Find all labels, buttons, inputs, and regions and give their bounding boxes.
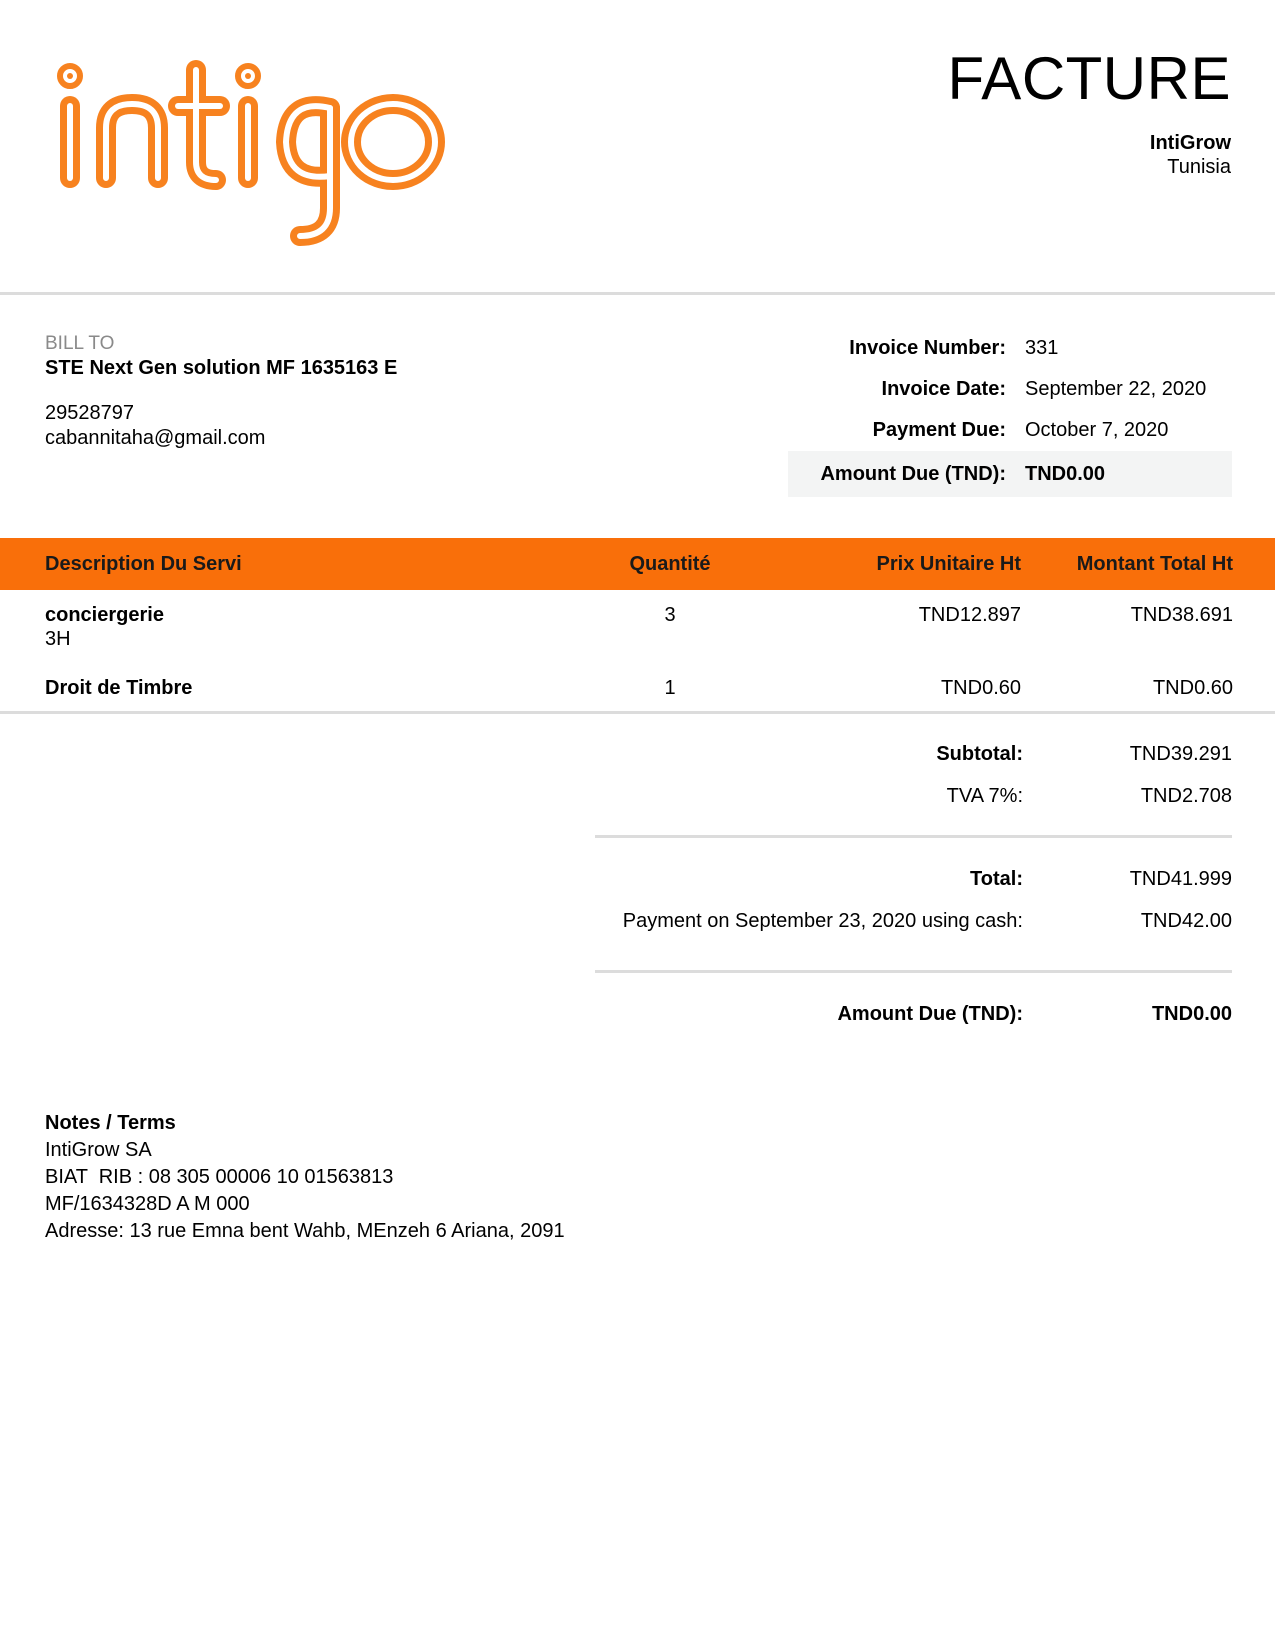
tva-value: TND2.708 <box>1140 785 1232 807</box>
invoice-date-row <box>788 369 1232 410</box>
invoice-number-label: Invoice Number: <box>849 337 1006 359</box>
payment-due-label: Payment Due: <box>872 419 1006 441</box>
total-row <box>595 868 1232 892</box>
notes-line: MF/1634328D A M 000 <box>45 1193 250 1215</box>
payment-row <box>595 910 1232 934</box>
item-total: TND0.60 <box>1152 677 1233 699</box>
payment-label: Payment on September 23, 2020 using cash: <box>622 910 1023 932</box>
header-total: Montant Total Ht <box>1076 553 1233 575</box>
bill-to-label: BILL TO <box>45 333 115 354</box>
item-description: conciergerie <box>45 604 164 626</box>
header-description: Description Du Servi <box>45 553 242 575</box>
totals-divider <box>595 835 1232 838</box>
final-amount-due-value: TND0.00 <box>1151 1003 1232 1025</box>
totals-divider <box>595 970 1232 973</box>
tva-row <box>595 785 1232 809</box>
invoice-date-label: Invoice Date: <box>881 378 1006 400</box>
amount-due-value: TND0.00 <box>1025 462 1106 485</box>
intigo-logo <box>48 58 458 258</box>
tva-label: TVA 7%: <box>946 785 1023 807</box>
items-divider <box>0 711 1275 714</box>
payment-due-value: October 7, 2020 <box>1025 419 1169 441</box>
item-quantity: 1 <box>664 677 676 699</box>
document-title: FACTURE <box>947 45 1231 112</box>
header-quantity: Quantité <box>629 553 711 575</box>
notes-block <box>45 1110 565 1245</box>
invoice-number-row <box>788 328 1232 369</box>
bill-to-name: STE Next Gen solution MF 1635163 E <box>45 357 398 379</box>
final-amount-due-row <box>595 1003 1232 1027</box>
subtotal-label: Subtotal: <box>936 743 1023 765</box>
payment-due-row <box>788 410 1232 451</box>
notes-line: Adresse: 13 rue Emna bent Wahb, MEnzeh 6 Ariana, 2091 <box>45 1220 565 1242</box>
notes-line: BIAT RIB : 08 305 00006 10 01563813 <box>45 1166 394 1188</box>
final-amount-due-label: Amount Due (TND): <box>837 1003 1023 1025</box>
total-value: TND41.999 <box>1129 868 1232 890</box>
item-description: Droit de Timbre <box>45 677 193 699</box>
invoice-date-value: September 22, 2020 <box>1025 378 1207 400</box>
invoice-number-value: 331 <box>1025 337 1059 359</box>
item-unit-price: TND0.60 <box>940 677 1021 699</box>
invoice-meta <box>788 328 1232 497</box>
item-quantity: 3 <box>664 604 676 626</box>
amount-due-label: Amount Due (TND): <box>820 462 1006 485</box>
header-unit-price: Prix Unitaire Ht <box>876 553 1021 575</box>
items-table-header <box>0 538 1275 590</box>
bill-to-block <box>45 333 545 450</box>
company-name: IntiGrow <box>1149 132 1231 154</box>
payment-value: TND42.00 <box>1140 910 1232 932</box>
notes-line: IntiGrow SA <box>45 1139 152 1161</box>
notes-title: Notes / Terms <box>45 1112 176 1134</box>
item-total: TND38.691 <box>1130 604 1233 626</box>
amount-due-row <box>788 451 1232 497</box>
subtotal-value: TND39.291 <box>1129 743 1232 765</box>
item-subtext: 3H <box>45 628 71 650</box>
company-country: Tunisia <box>1167 156 1231 178</box>
invoice-header <box>0 0 1275 292</box>
subtotal-row <box>595 743 1232 767</box>
header-divider <box>0 292 1275 295</box>
item-unit-price: TND12.897 <box>918 604 1021 626</box>
bill-to-phone: 29528797 <box>45 402 134 424</box>
bill-to-email: cabannitaha@gmail.com <box>45 427 266 449</box>
total-label: Total: <box>970 868 1023 890</box>
